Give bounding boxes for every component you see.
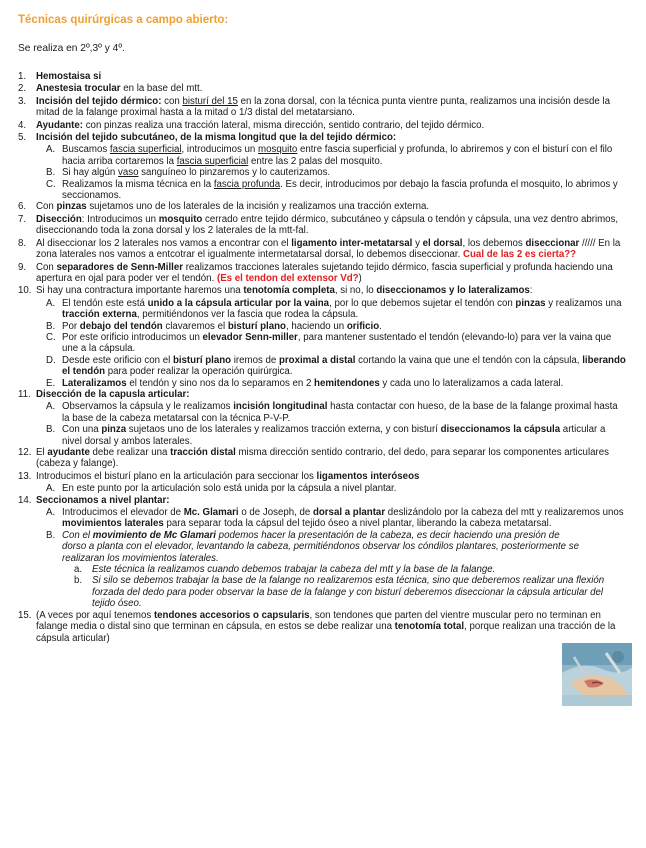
text-run: . Es decir, introducimos por debajo la fascia profunda el mosquito, lo abrimos y seccionamos. [62,178,618,202]
item-text [62,530,579,564]
text-run: Por este orificio introducimos un [62,331,203,343]
text-run: Si silo se debemos trabajar la base de la falange no realizaremos esta técnica, sino que deberemos realizar una flexión forzada del dedo para poder observar la base de la falange y con bisturí deberemos diseccionar la cápsula articular del tejido óseo. [92,575,605,610]
text-run: diseccionar [525,237,580,249]
item-text [92,575,604,609]
surgery-photo [562,643,632,706]
text-run: tendones accesorios o capsularis [153,609,310,621]
list-item [18,447,626,470]
item-text [62,179,618,201]
item-number: 10. [18,285,32,297]
text-run: Mc. Glamari [183,507,239,519]
sub-list-item [18,167,626,178]
item-text [62,144,612,166]
text-run: en la zona dorsal, con la técnica punta vientre punta, realizamos una incisión desde la mitad de la falange proximal hasta a la mitad o 1/3 distal del metatarsiano. [36,95,611,119]
item-number: 4. [18,119,27,131]
item-text [92,564,495,575]
text-run: elevador Senn-miller [202,331,298,343]
text-run: Con una [62,424,102,436]
sub-list-item [18,483,626,494]
text-run: Disección de la capusla articular: [36,388,190,400]
text-run: , permitiéndonos ver la fascia que rodea la cápsula. [136,309,359,321]
item-number: 7. [18,213,27,225]
item-number: B. [46,424,56,436]
text-run: hasta contactar con hueso, de la base de la falange proximal hasta la base de la cabeza metatarsal con la técnica P-V-P. [62,401,618,424]
text-run: fascia superficial [109,144,182,156]
text-run: Si hay algún [62,167,119,179]
text-run: Incisión del tejido dérmico: [36,95,162,107]
text-run: sujetamos uno de los laterales de la incisión y realizamos una tracción externa. [86,201,430,213]
item-text [36,96,610,118]
text-run: Con [36,201,57,213]
text-run: separadores de Senn-Miller [56,261,183,273]
list-item [18,83,626,94]
text-run: : [529,285,533,297]
item-number: B. [46,167,56,179]
text-run: Con el [62,529,93,541]
item-text [36,132,396,143]
item-number: 3. [18,95,27,107]
item-text [62,378,563,389]
item-text [62,483,396,494]
text-run: En este punto por la articulación solo está unida por la cápsula a nivel plantar. [62,483,397,495]
list-item [18,214,626,237]
item-text [62,167,330,178]
list-item [18,120,626,131]
sub-list-item [18,378,626,389]
item-text [62,401,618,423]
list-item [18,389,626,400]
item-number: C. [46,178,56,190]
item-number: 5. [18,132,27,144]
document-title: Técnicas quirúrgicas a campo abierto: [18,14,229,26]
item-number: 9. [18,261,27,273]
item-text [62,507,624,529]
item-text [62,424,605,446]
list-item [18,201,626,212]
text-run: hemitendones [314,377,380,389]
item-number: D. [46,354,56,366]
text-run: Cual de las 2 es cierta?? [463,249,577,261]
item-text [62,355,626,377]
text-run: (A veces por aquí tenemos [36,609,154,621]
text-run: , por lo que debemos sujetar el tendón con [329,297,516,309]
text-run: el tendón y sino nos da lo separamos en 2 [126,377,315,389]
text-run: (Es el tendon del extensor Vd? [216,272,359,284]
text-run: Incisión del tejido subcutáneo, de la misma longitud que la del tejido dérmico: [36,132,397,144]
text-run: , los debemos [462,237,526,249]
text-run: mosquito [258,144,298,156]
item-number: 2. [18,83,27,95]
text-run: diseccionamos y lo lateralizamos [376,285,530,297]
text-run: ayudante [47,447,90,458]
text-run: . [379,320,382,332]
text-run: movimiento de Mc Glamari [92,529,216,541]
item-number: 1. [18,71,27,82]
text-run: en la base del mtt. [120,83,203,95]
text-run: con pinzas realiza una tracción lateral, misma dirección, sentido contrario, del tejido dérmico. [83,119,485,131]
text-run: para separar toda la cápsul del tejido óseo a nivel plantar, liberando la cabeza metatarsal. [163,518,552,530]
text-run: pinzas [56,201,87,213]
sub-list-item [18,144,626,167]
text-run: tracción externa [62,309,137,321]
item-text [36,495,170,506]
text-run: tenotomía completa [243,285,335,297]
text-run: : Introducimos un [81,213,159,225]
text-run: orificio [346,320,380,332]
text-run: misma dirección sentido contrario, del dedo, para separar los componentes articulares (cabeza y falange). [36,447,609,470]
text-run: y [412,237,423,249]
list-item [18,285,626,296]
text-run: con [161,95,183,107]
text-run: proximal a distal [278,354,356,366]
item-number: A. [46,483,56,495]
item-text [36,447,609,469]
text-run: , si no, lo [334,285,377,297]
text-run: pinzas [515,297,546,309]
list-item [18,610,626,644]
text-run: o de Joseph, de [238,507,313,519]
item-number: b. [74,575,83,587]
sub-list-item [18,332,626,355]
text-run: pinza [101,424,127,436]
text-run: debajo del tendón [79,320,163,332]
intro-text: Se realiza en 2º,3º y 4º. [18,43,125,54]
text-run: el dorsal [422,237,463,249]
sub-list-item [18,298,626,321]
text-run: y cada uno lo lateralizamos a cada lateral. [379,377,564,389]
text-run: Ayudante: [36,119,84,131]
text-run: Si hay una contractura importante haremos una [36,285,244,297]
item-number: B. [46,529,56,541]
item-text [36,471,419,482]
sub-list-item [18,179,626,202]
text-run: El tendón este está [62,297,148,309]
text-run: bisturí plano [227,320,286,332]
item-number: 14. [18,494,32,506]
text-run: para poder realizar la operación quirúrgica. [105,366,293,378]
item-text [36,201,429,212]
text-run: , introducimos un [181,144,259,156]
text-run: incisión longitudinal [233,401,328,413]
sub-list-item [18,401,626,424]
text-run: y realizamos una [545,297,622,309]
text-run: realizamos tracciones laterales sujetando tejido dérmico, fascia superficial y profunda haciendo una apertura en ojal para poder ver el tendón. [36,261,613,284]
text-run: Buscamos [62,144,110,156]
text-run: , para mantener sustentado el tendón (elevando-lo) para ver la vaina que une a la cápsula. [62,331,612,355]
text-run: entre las 2 palas del mosquito. [248,155,383,167]
list-item [18,262,626,285]
text-run: Lateralizamos [62,377,127,389]
text-run: articular a nivel dorsal y ambos laterales. [62,424,606,447]
text-run: ligamento inter-metatarsal [291,237,413,249]
item-number: 6. [18,201,27,213]
list-item [18,71,626,82]
list-item [18,471,626,482]
text-run: Desde este orificio con el [62,354,173,366]
text-run: cerrado entre tejido dérmico, subcutáneo y cápsula o tendón y cápsula, una vez dentro abrimos, diseccionando toda la zona dorsal y los 2 laterales de la mtt-fal. [36,213,619,237]
text-run: debe realizar una [89,447,171,458]
text-run: ///// En la zona laterales nos vamos a entcotrar el igualmente intermetatarsal dorsal, lo debemos diseccionar. [36,237,621,261]
text-run: cortando la vaina que une el tendón con la cápsula, [355,354,583,366]
text-run: Introducimos el elevador de [62,507,184,519]
item-number: 8. [18,237,27,249]
item-number: A. [46,401,56,413]
item-number: 11. [18,388,31,400]
item-number: 13. [18,470,32,482]
item-text [36,285,532,296]
text-run: fascia superficial [176,155,249,167]
text-run: movimientos laterales [62,518,164,530]
text-run: tracción distal [170,447,236,458]
text-run: unido a la cápsula articular por la vaina [147,297,330,309]
item-number: a. [74,564,83,576]
subsub-list-item [18,575,626,609]
text-run: , porque realizan una tracción de la cápsula articular) [36,621,616,644]
text-run: Observamos la cápsula y le realizamos [62,401,234,413]
text-run: Este técnica la realizamos cuando debemos trabajar la cabeza del mtt y la base de la falange. [92,564,496,576]
text-run: , son tendones que parten del vientre muscular pero no terminan en falange media o distal sino que terminan en cápsula, en estos se debe realizar una [36,609,601,633]
item-text [36,389,189,400]
item-number: C. [46,331,56,343]
procedure-list [18,71,626,645]
text-run: bisturí plano [172,354,232,366]
text-run: liberando el tendón [62,354,626,378]
text-run: diseccionamos la cápsula [440,424,561,436]
item-number: A. [46,144,56,156]
text-run: mosquito [158,213,203,225]
sub-list-item [18,321,626,332]
text-run: Al diseccionar los 2 laterales nos vamos a encontrar con el [36,237,292,249]
text-run: tenotomía total [394,621,465,633]
sub-list-item [18,530,582,564]
sub-list-item [18,507,626,530]
text-run: sujetaos uno de los laterales y realizamos tracción externa, y con bisturí [126,424,441,436]
text-run: Anestesia trocular [36,83,121,95]
text-run: podemos hacer la presentación de la cabeza, es decir haciendo una presión de dorso a planta con el elevador, levantando la cabeza, permitiéndonos observar los cóndilos plantares, posteriormente se realizaran los movimientos laterales. [62,529,579,564]
list-item [18,238,626,261]
item-text [36,610,615,644]
item-text [36,71,101,82]
item-text [62,298,622,320]
list-item [18,495,626,506]
text-run: , haciendo un [285,320,347,332]
text-run: sanguíneo lo pinzaremos y lo cauterizamos. [138,167,331,179]
text-run: fascia profunda [213,178,281,190]
surgery-photo-icon [562,643,632,706]
text-run: Por [62,320,80,332]
text-run: Introducimos el bisturí plano en la articulación para seccionar los [36,470,317,482]
text-run: Seccionamos a nivel plantar: [36,494,170,506]
item-number: B. [46,320,56,332]
list-item [18,96,626,119]
text-run: Disección [36,213,82,225]
item-number: 15. [18,609,32,621]
text-run: Con [36,261,57,273]
text-run: clavaremos el [162,320,228,332]
text-run: deslizándolo por la cabeza del mtt y realizaremos unos [385,507,624,519]
text-run: bisturí del 15 [182,95,238,107]
list-item [18,132,626,143]
item-number: A. [46,297,56,309]
subsub-list-item [18,564,612,575]
item-text [36,83,202,94]
item-number: E. [46,377,56,389]
text-run: dorsal a plantar [312,507,386,519]
text-run: iremos de [231,354,279,366]
item-number: A. [46,507,56,519]
text-run: El [36,447,48,458]
text-run: Hemostaisa si [36,71,102,82]
text-run: Realizamos la misma técnica en la [62,178,214,190]
sub-list-item [18,355,626,378]
text-run: entre fascia superficial y profunda, lo abriremos y con el bisturí con el filo hacia arriba cortaremos la [62,144,613,167]
text-run: ligamentos interóseos [316,470,420,482]
text-run: vaso [118,167,139,179]
text-run: ) [358,272,362,284]
item-text [62,321,382,332]
item-number: 12. [18,447,32,458]
sub-list-item [18,424,626,447]
item-text [36,120,484,131]
item-text [62,332,611,354]
item-text [36,262,613,284]
item-text [36,214,618,236]
item-text [36,238,620,260]
